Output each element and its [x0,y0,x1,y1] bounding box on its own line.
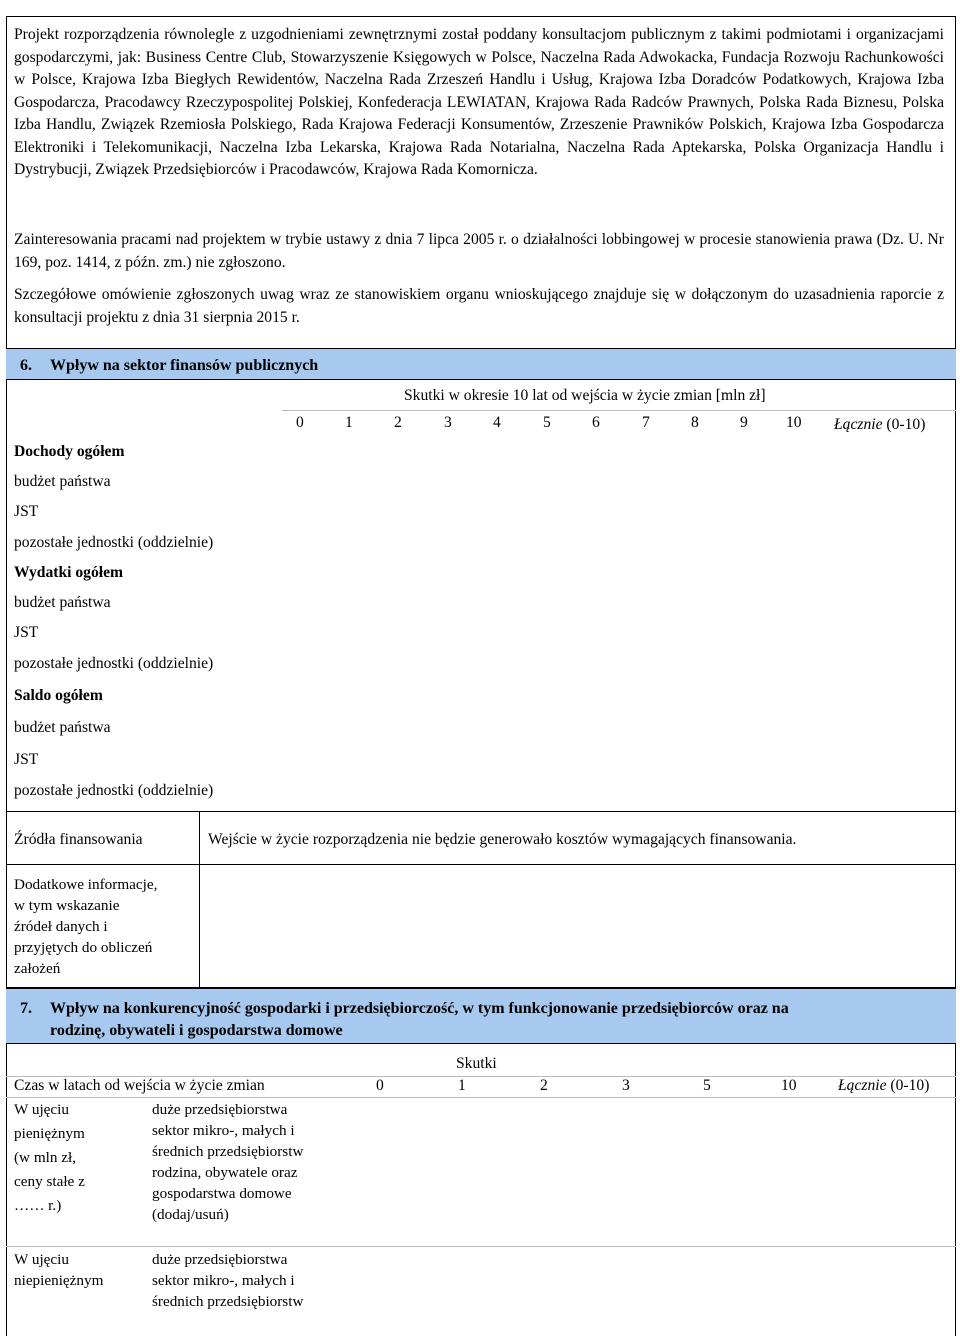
year-6: 6 [592,414,600,431]
year-1: 1 [345,414,353,431]
section7-title-line1: Wpływ na konkurencyjność gospodarki i przedsiębiorczość, w tym funkcjonowanie przedsiębiorców oraz na [50,1000,789,1017]
s7-year-2: 2 [540,1077,548,1094]
section7-number: 7. [20,1000,32,1017]
total-header [834,416,925,434]
s7-year-5: 5 [703,1077,711,1094]
monetary-label-line-1: W ujęciu [14,1101,69,1118]
total-label-range: (0-10) [886,416,926,433]
s7-year-10: 10 [781,1077,797,1094]
year-9: 9 [740,414,748,431]
year-4: 4 [493,414,501,431]
sources-top-border [6,811,956,812]
total-label-italic: Łącznie [834,416,883,433]
row-expenses-other: pozostałe jednostki (oddzielnie) [14,655,214,672]
section7-header [6,988,956,1044]
section7-title-line2: rodzinę, obywateli i gospodarstwa domowe [50,1022,343,1039]
nonmonetary-rows [152,1249,332,1312]
nonmonetary-row-sme: sektor mikro-, małych i średnich przedsiębiorstw [152,1272,304,1310]
nonmonetary-label-line-1: W ujęciu [14,1251,69,1268]
section6-header [6,348,956,380]
consultation-report-paragraph: Szczegółowe omówienie zgłoszonych uwag wraz ze stanowiskiem organu wnioskującego znajduje się w dołączonym do uzasadnienia raporcie z konsultacji projektu z dnia 31 sierpnia 2015 r. [14,286,944,326]
s7-total-label-range: (0-10) [890,1077,930,1094]
section7-time-underline [6,1097,956,1098]
row-income-other: pozostałe jednostki (oddzielnie) [14,534,214,551]
monetary-row-households: rodzina, obywatele oraz gospodarstwa domowe [152,1164,298,1202]
additional-info-label [14,874,157,979]
row-income-state-budget: budżet państwa [14,473,111,490]
section6-header-underline [282,410,956,411]
section6-title: Wpływ na sektor finansów publicznych [50,357,319,374]
section6-year-headers [282,412,956,438]
additional-info-line-1: Dodatkowe informacje, [14,876,158,893]
monetary-row-large-enterprises: duże przedsiębiorstwa [152,1101,288,1118]
nonmonetary-top-border [6,1246,956,1247]
monetary-label-line-4: ceny stałe z [14,1173,85,1190]
row-balance-jst: JST [14,751,39,768]
lobbying-paragraph: Zainteresowania pracami nad projektem w trybie ustawy z dnia 7 lipca 2005 r. o działalności lobbingowej w procesie stanowienia prawa (Dz. U. Nr 169, poz. 1414, z późn. zm.) nie zgłoszono. [14,231,944,271]
sources-divider [199,811,200,988]
year-8: 8 [691,414,699,431]
section6-number: 6. [20,357,32,374]
row-income-total: Dochody ogółem [14,443,125,460]
row-balance-other: pozostałe jednostki (oddzielnie) [14,782,214,799]
year-2: 2 [394,414,402,431]
sources-label: Źródła finansowania [14,831,143,848]
additional-info-line-4: przyjętych do obliczeń [14,939,153,956]
s7-total-label-italic: Łącznie [838,1077,887,1094]
year-7: 7 [642,414,650,431]
s7-year-0: 0 [376,1077,384,1094]
additional-info-line-3: źródeł danych i [14,918,108,935]
monetary-row-add-remove: (dodaj/usuń) [152,1206,229,1223]
row-balance-state-budget: budżet państwa [14,719,111,736]
s7-total-header [838,1077,929,1095]
nonmonetary-row-large-enterprises: duże przedsiębiorstwa [152,1251,288,1268]
section7-effects-header: Skutki [456,1055,497,1072]
year-3: 3 [444,414,452,431]
monetary-row-sme: sektor mikro-, małych i średnich przedsiębiorstw [152,1122,304,1160]
sources-text: Wejście w życie rozporządzenia nie będzie generowało kosztów wymagających finansowania. [208,831,797,848]
section6-effects-header: Skutki w okresie 10 lat od wejścia w życie zmian [mln zł] [404,387,766,404]
consultation-paragraph: Projekt rozporządzenia równolegle z uzgodnieniami zewnętrznymi został poddany konsultacjom publicznym z takimi podmiotami i organizacjami gospodarczymi, jak: Business Centre Club, Stowarzyszenie Księgowych w Polsce, Naczelna Rada Adwokacka, Fundacja Rozwoju Rachunkowości w Polsce, Krajowa Izba Biegłych Rewidentów, Naczelna Rada Zrzeszeń Handlu i Usług, Krajowa Izba Doradców Podatkowych, Krajowa Izba Gospodarcza, Pracodawcy Rzeczypospolitej Polskiej, Konfederacja LEWIATAN, Krajowa Rada Radców Prawnych, Polska Rada Biznesu, Polska Izba Handlu, Związek Rzemiosła Polskiego, Rada Krajowa Federacji Konsumentów, Zrzeszenie Prawników Polskich, Krajowa Izba Gospodarcza Elektroniki i Telekomunikacji, Naczelna Izba Lekarska, Krajowa Rada Notarialna, Naczelna Rada Aptekarska, Polska Organizacja Handlu i Dystrybucji, Związek Przedsiębiorców i Pracodawców, Krajowa Rada Komornicza. [14,26,944,178]
additional-info-line-2: w tym wskazanie [14,897,120,914]
nonmonetary-label-line-2: niepieniężnym [14,1272,104,1289]
monetary-label-line-3: (w mln zł, [14,1149,77,1166]
s7-year-3: 3 [622,1077,630,1094]
s7-year-1: 1 [458,1077,466,1094]
nonmonetary-label [14,1249,103,1291]
row-balance-total: Saldo ogółem [14,687,103,704]
year-5: 5 [543,414,551,431]
monetary-label [14,1099,85,1216]
row-expenses-total: Wydatki ogółem [14,564,124,581]
additional-info-line-5: założeń [14,960,61,977]
row-expenses-state-budget: budżet państwa [14,594,111,611]
section7-time-label: Czas w latach od wejścia w życie zmian [14,1077,265,1094]
monetary-rows [152,1099,332,1225]
monetary-label-line-2: pieniężnym [14,1125,85,1142]
year-0: 0 [296,414,304,431]
additional-info-top-border [6,864,956,865]
monetary-label-line-5: …… r.) [14,1197,62,1214]
row-expenses-jst: JST [14,624,39,641]
row-income-jst: JST [14,503,39,520]
year-10: 10 [786,414,802,431]
